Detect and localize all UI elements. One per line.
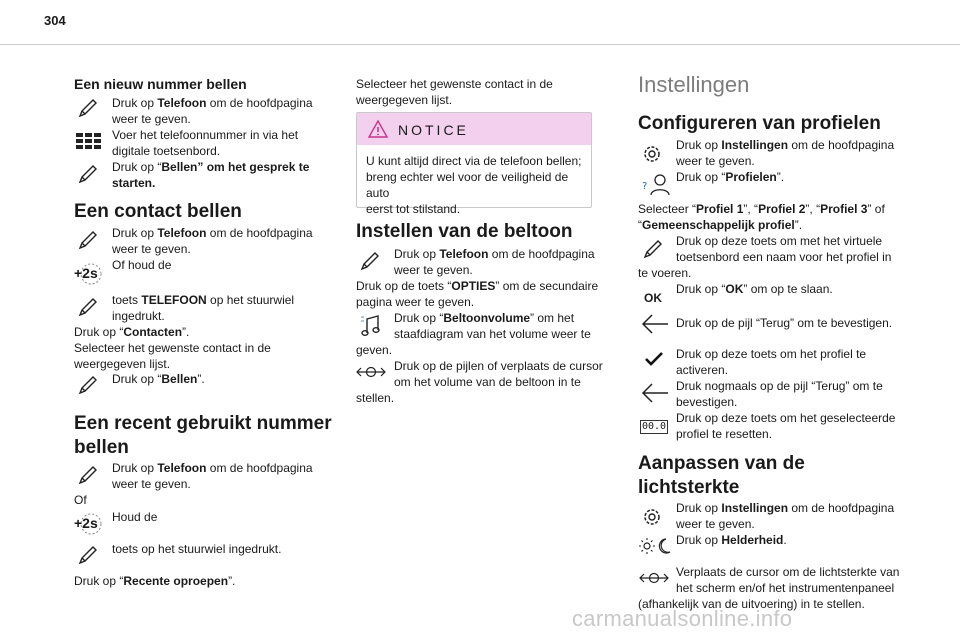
text-line: Houd de [112,510,158,524]
profile-icon [640,172,670,196]
section-title-settings: Instellingen [638,72,750,97]
text-line: Druk op Helderheid. [676,533,787,547]
back-arrow-icon [640,382,670,404]
text-line: weer te geven. [676,517,755,531]
text-line: Druk op “Beltoonvolume” om het [394,311,575,325]
svg-text:?: ? [642,181,648,192]
cursor-arrows-icon [355,362,387,382]
notice-header [357,113,591,145]
gear-icon [640,505,664,529]
heading-brightness-2: lichtsterkte [638,477,740,498]
text-line: (afhankelijk van de uitvoering) in te stellen. [638,597,865,611]
heading-recent-number-2: bellen [74,437,129,458]
text-line: weer te geven. [112,112,191,126]
pencil-icon [76,464,102,486]
text-line: weer te geven. [112,242,191,256]
checkmark-icon [644,350,664,368]
text-line: om het volume van de beltoon in te [394,375,581,389]
notice-text: U kunt altijd direct via de telefoon bellen; breng echter wel voor de veiligheid de auto eerst tot stilstand. [366,154,582,216]
hold-2s-label: +2s [74,515,98,531]
cursor-arrows-icon [638,568,670,588]
heading-brightness: Aanpassen van de [638,453,805,474]
text-line: toetsenbord een naam voor het profiel in [676,250,892,264]
text-line: Druk op deze toets om het profiel te [676,347,867,361]
watermark: carmanualsonline.info [572,606,793,631]
heading-ringtone: Instellen van de beltoon [356,221,573,242]
text-line: activeren. [676,363,729,377]
keypad-icon [75,131,102,151]
text-line: “Gemeenschappelijk profiel”. [638,218,803,232]
text-line: Druk op “Recente oproepen”. [74,574,236,588]
text-line: digitale toetsenbord. [112,144,221,158]
heading-recent-number: Een recent gebruikt nummer [74,413,332,434]
text-line: Druk op deze toets om het geselecteerde [676,411,896,425]
reset-icon: 00.0 [642,421,667,432]
text-line: staafdiagram van het volume weer te [394,327,591,341]
text-line: profiel te resetten. [676,427,773,441]
pencil-icon [76,229,102,251]
text-line: starten. [112,176,156,190]
pencil-icon [641,238,667,260]
text-line: weer te geven. [394,263,473,277]
text-line: Druk op “OK” om op te slaan. [676,282,833,296]
text-line: Druk op Instellingen om de hoofdpagina [676,501,895,515]
text-line: Selecteer het gewenste contact in de [356,77,553,91]
pencil-icon [76,163,102,185]
text-line: Druk op Telefoon om de hoofdpagina [112,226,313,240]
text-line: Druk op Telefoon om de hoofdpagina [394,247,595,261]
text-line: stellen. [356,391,395,405]
back-arrow-icon [640,313,670,335]
text-line: Druk op “Bellen” om het gesprek te [112,160,310,174]
pencil-icon [76,296,102,318]
text-line: Druk op “Contacten”. [74,325,190,339]
warning-icon [367,119,389,139]
hold-2s-label: +2s [74,265,98,281]
text-line: Selecteer “Profiel 1”, “Profiel 2”, “Profiel 3” of [638,202,885,216]
text-line: pagina weer te geven. [356,295,475,309]
text-line: weergegeven lijst. [74,357,171,371]
text-line: toets op het stuurwiel ingedrukt. [112,542,282,556]
text-line: Druk op “Profielen”. [676,170,785,184]
text-line: te voeren. [638,266,692,280]
text-line: Druk op de toets “OPTIES” om de secundaire [356,279,599,293]
text-line: Of [74,493,87,507]
text-line: ingedrukt. [112,309,165,323]
text-line: weergegeven lijst. [356,93,453,107]
text-line: het scherm en/of het instrumentenpaneel [676,581,895,595]
text-line: geven. [356,343,393,357]
text-line: Druk op deze toets om met het virtuele [676,234,883,248]
text-line: weer te geven. [112,477,191,491]
text-line: Voer het telefoonnummer in via het [112,128,299,142]
notice-title: NOTICE [398,122,469,138]
text-line: bevestigen. [676,395,738,409]
pencil-icon [76,374,102,396]
text-line: Druk op de pijl “Terug” om te bevestigen. [676,316,893,330]
text-line: Selecteer het gewenste contact in de [74,341,271,355]
pencil-icon [76,97,102,119]
text-line: Druk op Instellingen om de hoofdpagina [676,138,895,152]
text-line: Druk op Telefoon om de hoofdpagina [112,96,313,110]
text-line: toets TELEFOON op het stuurwiel [112,293,295,307]
text-line: Druk op “Bellen”. [112,372,205,386]
text-line: Of houd de [112,258,172,272]
heading-new-number: Een nieuw nummer bellen [74,76,247,92]
brightness-icon [638,536,672,556]
text-line: Druk nogmaals op de pijl “Terug” om te [676,379,883,393]
text-line: weer te geven. [676,154,755,168]
music-note-icon [358,313,384,339]
pencil-icon [76,544,102,566]
ok-icon: OK [644,291,662,305]
pencil-icon [358,250,384,272]
heading-call-contact: Een contact bellen [74,201,242,222]
page-number: 304 [44,13,66,28]
text-line: Verplaats de cursor om de lichtsterkte van [676,565,900,579]
text-line: Druk op Telefoon om de hoofdpagina [112,461,313,475]
text-line: Druk op de pijlen of verplaats de cursor [394,359,603,373]
heading-profiles: Configureren van profielen [638,113,881,134]
notice-box [356,112,592,216]
gear-icon [640,142,664,166]
header-divider [0,44,960,45]
